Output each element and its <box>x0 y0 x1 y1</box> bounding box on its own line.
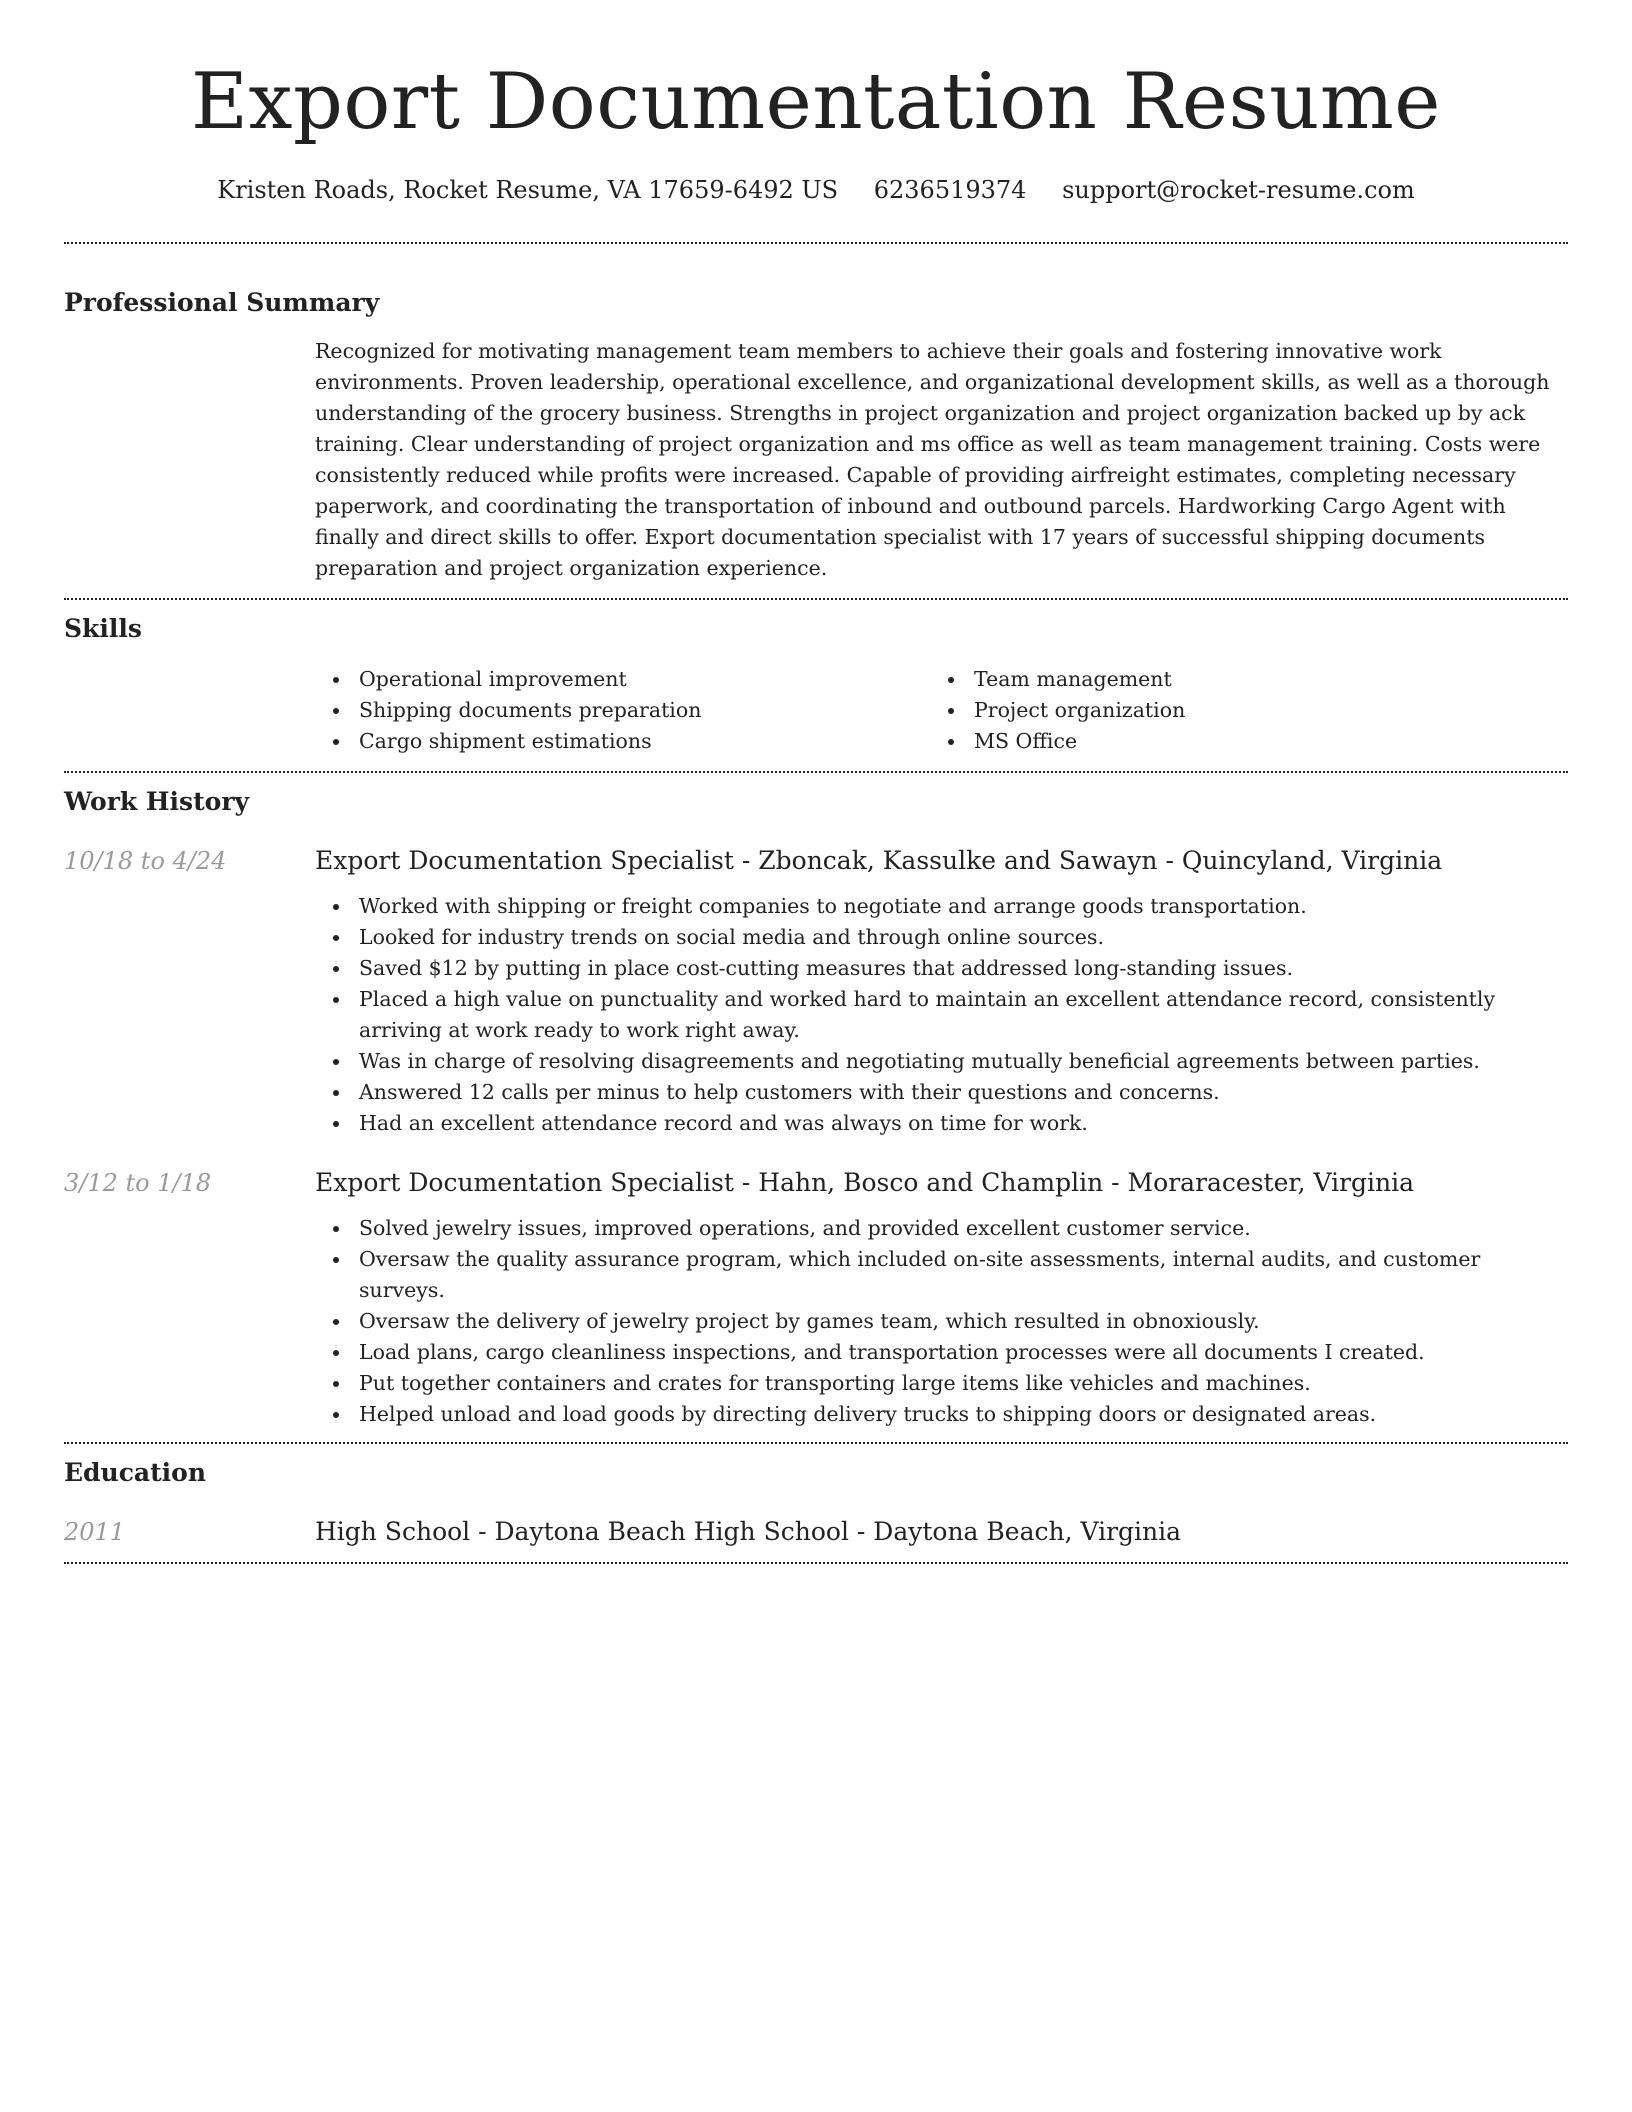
section-heading: Professional Summary <box>64 288 380 317</box>
job-bullet: Placed a high value on punctuality and worked hard to maintain an excellent attendance record, consistently arriving at work ready to work right away. <box>315 984 1568 1046</box>
section-heading: Skills <box>64 614 142 643</box>
job-bullet: Had an excellent attendance record and was always on time for work. <box>315 1108 1568 1139</box>
section-divider <box>64 771 1568 773</box>
job-bullet: Load plans, cargo cleanliness inspections, and transportation processes were all documents I created. <box>315 1337 1568 1368</box>
resume-title: Export Documentation Resume <box>191 57 1441 147</box>
education-heading: High School - Daytona Beach High School - Daytona Beach, Virginia <box>315 1517 1182 1546</box>
education-entry <box>64 1514 1568 1562</box>
job-bullet: Put together containers and crates for transporting large items like vehicles and machines. <box>315 1368 1568 1399</box>
section-divider <box>64 598 1568 600</box>
job-bullet: Oversaw the quality assurance program, which included on-site assessments, internal audits, and customer surveys. <box>315 1244 1568 1306</box>
job-entry <box>64 843 1568 1139</box>
job-entry <box>64 1165 1568 1442</box>
job-bullet: Oversaw the delivery of jewelry project by games team, which resulted in obnoxiously. <box>315 1306 1568 1337</box>
skills-column-left <box>315 664 930 757</box>
summary-text: Recognized for motivating management team members to achieve their goals and fostering innovative work environments. Proven leadership, operational excellence, and organizational development skills, as well as a thorough understanding of the grocery business. Strengths in project organization and project organization backed up by ack training. Clear understanding of project organization and ms office as well as team management training. Costs were consistently reduced while profits were increased. Capable of providing airfreight estimates, completing necessary paperwork, and coordinating the transportation of inbound and outbound parcels. Hardworking Cargo Agent with finally and direct skills to offer. Export documentation specialist with 17 years of successful shipping documents preparation and project organization experience. <box>315 339 1550 580</box>
job-dates: 10/18 to 4/24 <box>64 847 227 875</box>
job-dates: 3/12 to 1/18 <box>64 1169 212 1197</box>
job-bullet: Looked for industry trends on social media and through online sources. <box>315 922 1568 953</box>
job-bullet: Answered 12 calls per minus to help customers with their questions and concerns. <box>315 1077 1568 1108</box>
professional-summary-section <box>64 286 1568 598</box>
job-heading: Export Documentation Specialist - Zboncak, Kassulke and Sawayn - Quincyland, Virginia <box>315 846 1443 875</box>
section-heading: Work History <box>64 787 250 816</box>
job-bullets <box>315 1213 1568 1430</box>
job-bullet: Worked with shipping or freight companies to negotiate and arrange goods transportation. <box>315 891 1568 922</box>
education-section <box>64 1456 1568 1562</box>
skill-item: Operational improvement <box>315 664 930 695</box>
job-bullet: Helped unload and load goods by directing delivery trucks to shipping doors or designated areas. <box>315 1399 1568 1430</box>
skill-item: MS Office <box>930 726 1430 757</box>
resume-page <box>64 0 1568 1564</box>
job-bullet: Saved $12 by putting in place cost-cutting measures that addressed long-standing issues. <box>315 953 1568 984</box>
job-details <box>315 843 1568 1139</box>
job-bullet: Was in charge of resolving disagreements and negotiating mutually beneficial agreements between parties. <box>315 1046 1568 1077</box>
contact-phone: 6236519374 <box>873 176 1027 204</box>
section-divider <box>64 1442 1568 1444</box>
job-heading: Export Documentation Specialist - Hahn, Bosco and Champlin - Moraracester, Virginia <box>315 1168 1415 1197</box>
skill-item: Cargo shipment estimations <box>315 726 930 757</box>
skills-section <box>64 612 1568 771</box>
work-history-section <box>64 785 1568 1442</box>
skills-grid <box>315 664 1568 771</box>
job-bullet: Solved jewelry issues, improved operations, and provided excellent customer service. <box>315 1213 1568 1244</box>
skill-item: Project organization <box>930 695 1430 726</box>
skill-item: Shipping documents preparation <box>315 695 930 726</box>
section-divider <box>64 1562 1568 1564</box>
education-year: 2011 <box>64 1518 126 1546</box>
job-bullets <box>315 891 1568 1139</box>
job-details <box>315 1165 1568 1430</box>
contact-email: support@rocket-resume.com <box>1062 176 1415 204</box>
section-heading: Education <box>64 1458 207 1487</box>
section-divider <box>64 242 1568 244</box>
contact-address: Kristen Roads, Rocket Resume, VA 17659-6492 US <box>217 176 839 204</box>
skills-column-right <box>930 664 1430 757</box>
contact-line <box>64 172 1568 208</box>
skill-item: Team management <box>930 664 1430 695</box>
